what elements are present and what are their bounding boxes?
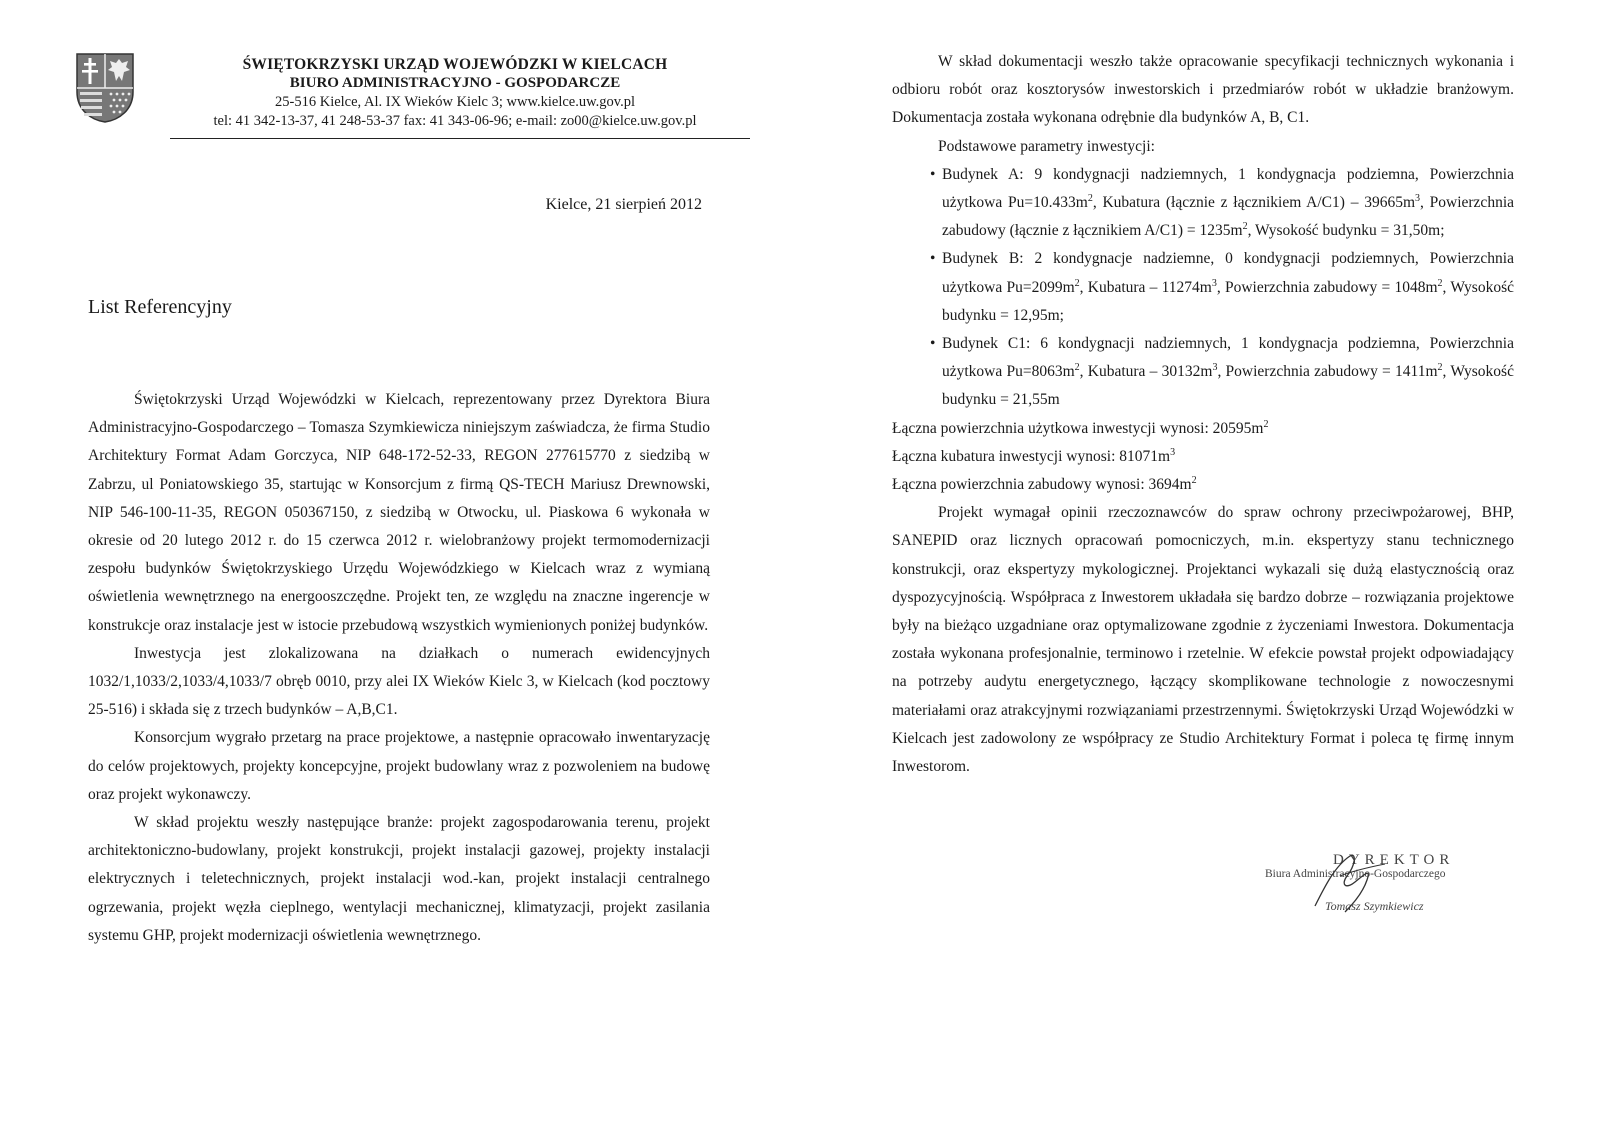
stamp-title: DYREKTOR [1333, 852, 1455, 868]
stamp-department: Biura Administracyjno-Gospodarczego [1265, 868, 1446, 880]
right-page [800, 0, 1600, 1133]
header-contact: tel: 41 342-13-37, 41 248-53-37 fax: 41 343-06-96; e-mail: zo00@kielce.uw.gov.pl [213, 113, 697, 129]
total-volume: Łączna kubatura inwestycji wynosi: $81071m^3$ [892, 446, 1176, 465]
list-item: • Budynek B: 2 kondygnacje nadziemne, 0 kondygnacji podziemnych, Powierzchnia użytkowa $Pu=2099m^2$, Kubatura – $11274m^3$, Powierzchnia zabudowy = $1048m^2$, Wysokość budynku = 12,95m; [934, 245, 1514, 330]
header-divider [170, 138, 750, 139]
left-body [88, 386, 710, 950]
bullet-icon: • [930, 165, 936, 183]
bullet-icon: • [930, 335, 936, 353]
header-organization: ŚWIĘTOKRZYSKI URZĄD WOJEWÓDZKI W KIELCACH [242, 56, 668, 73]
paragraph: Inwestycja jest zlokalizowana na działkach o numerach ewidencyjnych 1032/1,1033/2,1033/4,1033/7 obręb 0010, przy alei IX Wieków Kielc 3, w Kielcach (kod pocztowy 25-516) i składa się z trzech budynków – A,B,C1. [88, 644, 710, 719]
total-usable-area: Łączna powierzchnia użytkowa inwestycji wynosi: $20595m^2$ [892, 418, 1269, 437]
list-item: • Budynek A: 9 kondygnacji nadziemnych, 1 kondygnacja podziemna, Powierzchnia użytkowa $Pu=10.433m^2$, Kubatura (łącznie z łącznikiem $A/C1) - 39665m^3$, Powierzchnia zabudowy (łącznie z łącznikiem $A/C1) = 1235m^2$, Wysokość budynku = 31,50m; [934, 161, 1514, 246]
parameters-label: Podstawowe parametry inwestycji: [938, 137, 1155, 155]
paragraph: Konsorcjum wygrało przetarg na prace projektowe, a następnie opracowało inwentaryzację do celów projektowych, projekty koncepcyjne, projekt budowlany wraz z pozwoleniem na budowę oraz projekt wykonawczy. [88, 729, 710, 803]
paragraph: W skład dokumentacji weszło także opracowanie specyfikacji technicznych wykonania i odbioru robót oraz kosztorysów inwestorskich i przedmiarów robót w układzie branżowym. Dokumentacja została wykonana odrębnie dla budynków A, B, C1. [892, 53, 1514, 127]
paragraph: W skład projektu weszły następujące branże: projekt zagospodarowania terenu, projekt architektoniczno-budowlany, projekt konstrukcji, projekt instalacji gazowej, projekty instalacji elektrycznych i teletechnicznych, projekt instalacji wod.-kan, projekt instalacji centralnego ogrzewania, projekt węzła cieplnego, wentylacji mechanicznej, klimatyzacji, projekt zasilania systemu GHP, projekt modernizacji oświetlenia wewnętrznego. [88, 814, 710, 944]
list-item: • Budynek C1: 6 kondygnacji nadziemnych, 1 kondygnacja podziemna, Powierzchnia użytkowa $Pu=8063m^2$, Kubatura – $30132m^3$, Powierzchnia zabudowy = $1411m^2$, Wysokość budynku = 21,55m [934, 330, 1514, 415]
signature-icon [1305, 846, 1395, 916]
director-stamp [1265, 852, 1495, 932]
right-body [892, 48, 1514, 781]
coat-of-arms-icon [75, 52, 135, 124]
document-title: List Referencyjny [88, 296, 232, 318]
letter-date: Kielce, 21 sierpień 2012 [545, 196, 702, 213]
header-address: 25-516 Kielce, Al. IX Wieków Kielc 3; www.kielce.uw.gov.pl [275, 94, 635, 110]
total-built-area: Łączna powierzchnia zabudowy wynosi: $3694m^2$ [892, 474, 1197, 494]
bullet-icon: • [930, 250, 936, 268]
stamp-name: Tomasz Szymkiewicz [1325, 899, 1424, 913]
paragraph: Projekt wymagał opinii rzeczoznawców do spraw ochrony przeciwpożarowej, BHP, SANEPID oraz licznych opracowań pomocniczych, m.in. ekspertyzy stanu technicznego konstrukcji, oraz ekspertyzy mykologicznej. Projektanci wykazali się dużą elastycznością oraz dyspozycyjnością. Współpraca z Inwestorem układała się bardzo dobrze – rozwiązania projektowe były na bieżąco uzgadniane oraz optymalizowane zgodnie z życzeniami Inwestora. Dokumentacja została wykonana profesjonalnie, terminowo i rzetelnie. W efekcie powstał projekt odpowiadający na potrzeby audytu energetycznego, łączący skomplikowane technologie z nowoczesnymi materiałami oraz atrakcyjnymi rozwiązaniami przestrzennymi. Świętokrzyski Urząd Wojewódzki w Kielcach jest zadowolony ze współpracy ze Studio Architektury Format i poleca tę firmę innym Inwestorom. [892, 504, 1514, 776]
buildings-list [892, 161, 1514, 415]
paragraph: Świętokrzyski Urząd Wojewódzki w Kielcach, reprezentowany przez Dyrektora Biura Administracyjno-Gospodarczego – Tomasza Szymkiewicza niniejszym zaświadcza, że firma Studio Architektury Format Adam Gorczyca, NIP 648-172-52-33, REGON 277615770 z siedzibą w Zabrzu, ul Poniatowskiego 35, startując w Konsorcjum z firmą QS-TECH Mariusz Drewnowski, NIP 546-100-11-35, REGON 050367150, z siedzibą w Otwocku, ul. Piaskowa 6 wykonała w okresie od 20 lutego 2012 r. do 15 czerwca 2012 r. wielobranżowy projekt termomodernizacji zespołu budynków Świętokrzyskiego Urzędu Wojewódzkiego w Kielcach wraz z wymianą oświetlenia wewnętrznego na energooszczędne. Projekt ten, ze względu na znaczne ingerencje w konstrukcje oraz instalacje jest w istocie przebudową wszystkich wymienionych poniżej budynków. [88, 391, 710, 634]
header-department: BIURO ADMINISTRACYJNO - GOSPODARCZE [289, 75, 621, 91]
